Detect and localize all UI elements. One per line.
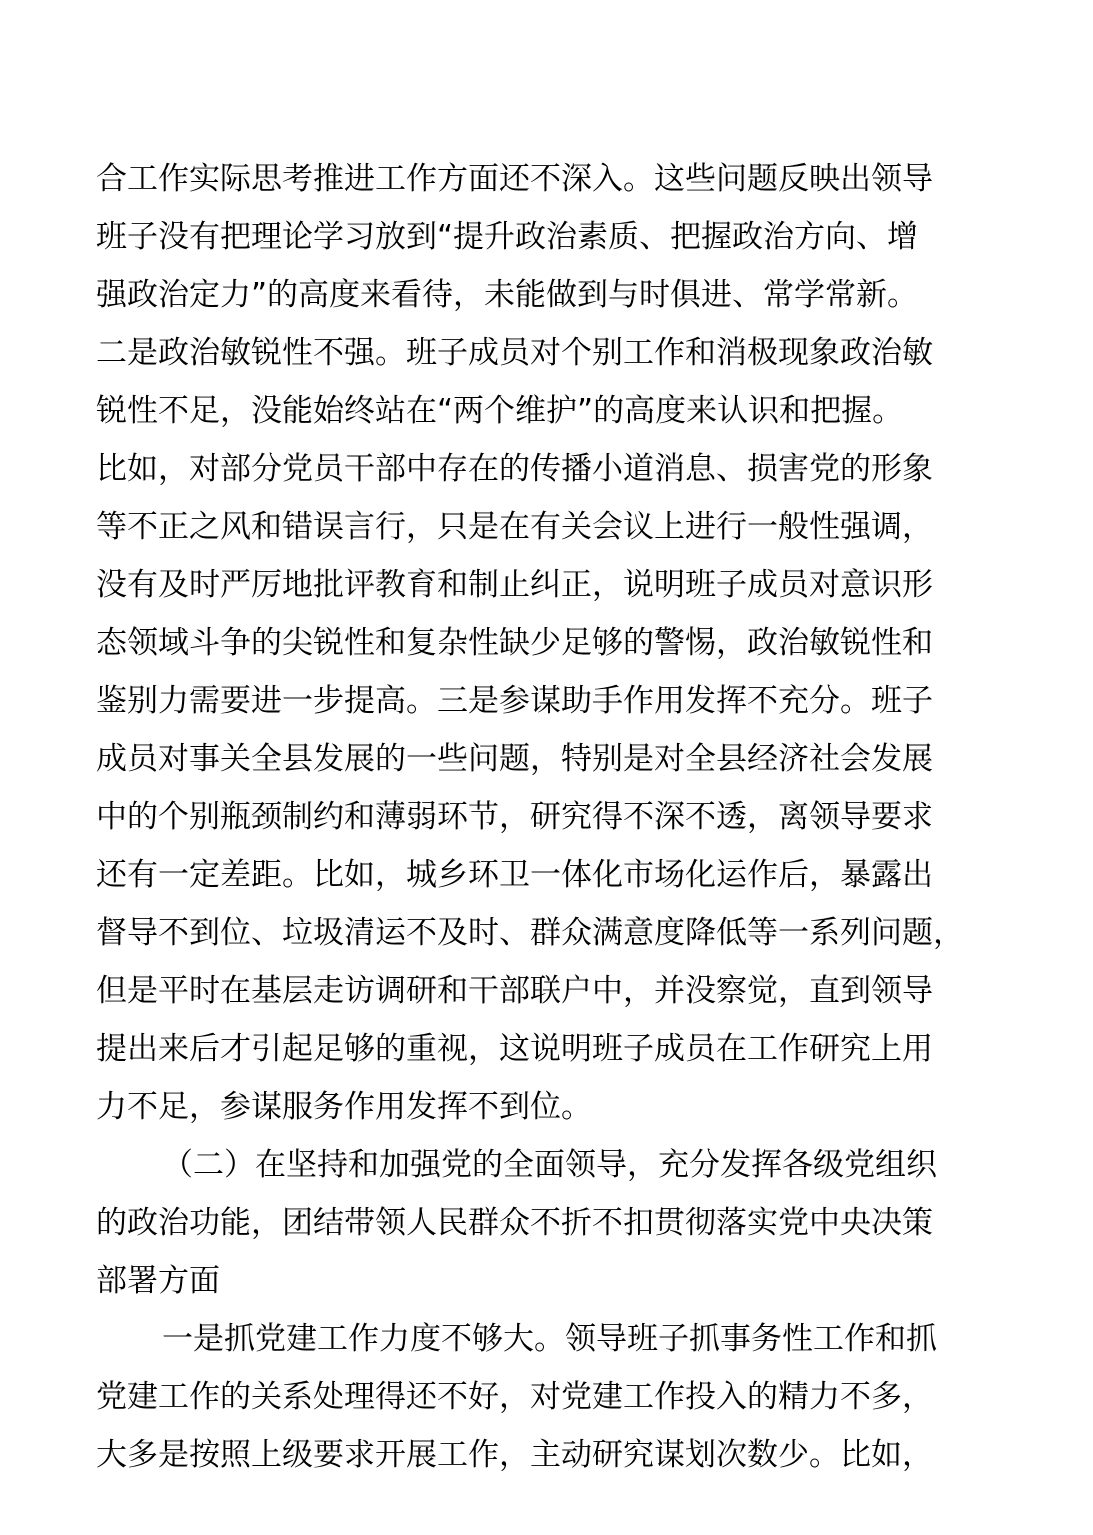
text-line: 部署方面 (96, 1263, 220, 1299)
text-line: 力不足，参谋服务作用发挥不到位。 (96, 1089, 592, 1125)
text-line: 成员对事关全县发展的一些问题，特别是对全县经济社会发展 (96, 741, 933, 777)
text-line: 提出来后才引起足够的重视，这说明班子成员在工作研究上用 (96, 1031, 933, 1067)
text-line: 督导不到位、垃圾清运不及时、群众满意度降低等一系列问题， (96, 915, 964, 951)
text-line: 还有一定差距。比如，城乡环卫一体化市场化运作后，暴露出 (96, 857, 933, 893)
body-text (96, 150, 1042, 1484)
text-line: 的政治功能，团结带领人民群众不折不扣贯彻落实党中央决策 (96, 1205, 933, 1241)
text-line: 大多是按照上级要求开展工作，主动研究谋划次数少。比如， (96, 1437, 933, 1473)
text-line: 一是抓党建工作力度不够大。领导班子抓事务性工作和抓 (162, 1321, 937, 1357)
text-line: 鉴别力需要进一步提高。三是参谋助手作用发挥不充分。班子 (96, 683, 933, 719)
text-line: 合工作实际思考推进工作方面还不深入。这些问题反映出领导 (96, 161, 933, 197)
text-line: 二是政治敏锐性不强。班子成员对个别工作和消极现象政治敏 (96, 335, 933, 371)
text-line: 锐性不足，没能始终站在“两个维护”的高度来认识和把握。 (96, 393, 904, 429)
text-line: 党建工作的关系处理得还不好，对党建工作投入的精力不多， (96, 1379, 933, 1415)
text-line: 比如，对部分党员干部中存在的传播小道消息、损害党的形象 (96, 451, 933, 487)
text-line: 但是平时在基层走访调研和干部联户中，并没察觉，直到领导 (96, 973, 933, 1009)
paragraph-party-building (96, 1310, 1042, 1484)
text-line: 没有及时严厉地批评教育和制止纠正，说明班子成员对意识形 (96, 567, 933, 603)
text-line: 班子没有把理论学习放到“提升政治素质、把握政治方向、增 (96, 219, 919, 255)
text-line: 态领域斗争的尖锐性和复杂性缺少足够的警惕，政治敏锐性和 (96, 625, 933, 661)
section-heading-paragraph (96, 1136, 1042, 1310)
text-line: 等不正之风和错误言行，只是在有关会议上进行一般性强调， (96, 509, 933, 545)
paragraph-continuation (96, 150, 1042, 1136)
text-line: 强政治定力”的高度来看待，未能做到与时俱进、常学常新。 (96, 277, 919, 313)
text-line: 中的个别瓶颈制约和薄弱环节，研究得不深不透，离领导要求 (96, 799, 933, 835)
text-line: （二）在坚持和加强党的全面领导，充分发挥各级党组织 (162, 1147, 937, 1183)
